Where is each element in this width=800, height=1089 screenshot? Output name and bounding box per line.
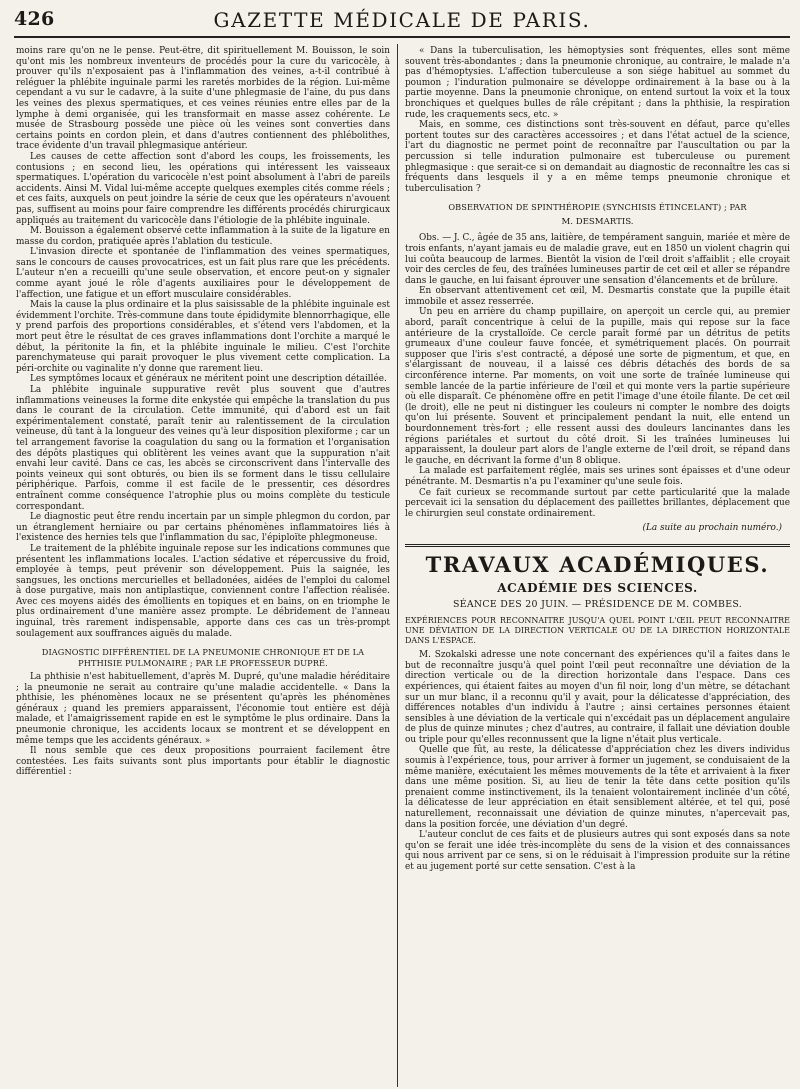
paragraph: Les symptômes locaux et généraux ne méritent point une description détaillée. [30,374,387,385]
paragraph: La phthisie n'est habituellement, d'après M. Dupré, qu'une maladie héréditaire ; la pneumonie ne serait au contraire qu'une maladie accidentelle. « Dans la phthisie, les phénomènes locaux ne se présentent qu'après les phénomènes généraux ; quand les premiers apparaissent, l'économie tout entière est déjà malade, et l'amaigrissement rapide en est le symptôme le plus ordinaire. Dans la pneumonie chronique, les accidents locaux se montrent et se développent en même temps que les accidents généraux. » [16,672,390,746]
article-heading-pneumonie: DIAGNOSTIC DIFFÉRENTIEL DE LA PNEUMONIE CHRONIQUE ET DE LA PHTHISIE PULMONAIRE ; PAR LE PROFESSEUR DUPRÉ. [41,647,365,668]
paragraph: Le diagnostic peut être rendu incertain par un simple phlegmon du cordon, par un étranglement herniaire ou par certains phénomènes inflammatoires liés à l'existence des hernies tels que l'inflammation du sac, l'épiploïte phlegmoneuse. [16,512,390,544]
sitting-line: SÉANCE DES 20 JUIN. — PRÉSIDENCE DE M. COMBES. [452,598,743,610]
paragraph: La phlébite inguinale suppurative revêt plus souvent que d'autres inflammations veineuses la forme dite enkystée qui empêche la translation du pus dans le courant de la circulation. Cette immunité, qui d'abord est un fait expérimentalement constaté, paraît tenir au ralentissement de la circulation veineuse, dû tant à la longueur des veines qu'à leur disposition plexiforme ; car un tel arrangement favorise la coagulation du sang ou la formation et l'organisation des dépôts plastiques qui oblitèrent les veines avant que la suppuration n'ait envahi leur cavité. Dans ce cas, les abcès se circonscrivent dans l'intervalle des points veineux qui sont obturés, ou bien ils se forment dans le tissu cellulaire périphérique. Parfois, comme il est facile de le pressentir, ces désordres entraînent comme conséquence l'atrophie plus ou moins complète du testicule correspondant. [16,385,390,512]
item-title: EXPÉRIENCES POUR RECONNAITRE JUSQU'A QUEL POINT L'ŒIL PEUT RECONNAITRE UNE DÉVIATION DE LA DIRECTION VERTICALE OU DE LA DIRECTION HORIZONTALE DANS L'ESPACE. [405,616,790,646]
subsection-title: ACADÉMIE DES SCIENCES. [497,580,698,595]
paragraph: La malade est parfaitement réglée, mais ses urines sont épaisses et d'une odeur pénétrante. M. Desmartis n'a pu l'examiner qu'une seule fois. [405,466,790,487]
journal-title: GAZETTE MÉDICALE DE PARIS. [213,8,591,32]
paragraph: Ce fait curieux se recommande surtout par cette particularité que la malade percevait ici la sensation du déplacement des paillettes brillantes, déplacement que le chirurgien seul constate ordinairement. [405,487,790,519]
section-rule [405,544,790,547]
paragraph: Mais la cause la plus ordinaire et la plus saisissable de la phlébite inguinale est évidemment l'orchite. Très-commune dans toute épididymite blennorrhagique, elle y prend parfois des proportions considérables, et s'étend vers l'abdomen, et la mort peut être le résultat de ces graves inflammations dont l'orchite a marqué le début, la péritonite la fin, et la phlébite inguinale le milieu. C'est l'orchite parenchymateuse qui parait provoquer le plus vivement cette complication. La péri-orchite ou vaginalite n'y donne que rarement lieu. [16,300,390,374]
paragraph: Il nous semble que ces deux propositions pourraient facilement être contestées. Les faits suivants sont plus importants pour établir le diagnostic différentiel : [16,746,390,778]
left-column [16,46,390,1085]
paragraph: M. Bouisson a également observé cette inflammation à la suite de la ligature en masse du cordon, pratiquée après l'ablation du testicule. [16,226,390,247]
paragraph: moins rare qu'on ne le pense. Peut-être, dit spirituellement M. Bouisson, le soin qu'ont mis les nombreux inventeurs de procédés pour la cure du varicocèle, à prouver qu'ils n'exposaient pas à l'inflammation des veines, a-t-il contribué à reléguer la phlébite inguinale parmi les raretés morbides de la région. Lui-même cependant a vu sur le cadavre, à la suite d'une phlegmasie de l'aine, du pus dans les veines des plexus spermatiques, et ces veines réunies entre elles par de la lymphe à demi organisée, qui les transformait en masse assez cohérente. Le musée de Strasbourg possède une pièce où les veines sont converties dans certains points en cordon plein, et dans d'autres contiennent des phlébolithes, trace évidente d'un travail phlegmasique antérieur. [16,46,390,152]
paragraph: « Dans la tuberculisation, les hémoptysies sont fréquentes, elles sont même souvent très-abondantes ; dans la pneumonie chronique, au contraire, le malade n'a pas d'hémoptysies. L'affection tuberculeuse a son siége habituel au sommet du poumon ; l'induration pulmonaire se développe ordinairement à la base ou à la partie moyenne. Dans la pneumonie chronique, on entend surtout la voix et la toux bronchiques et quelques bulles de râle crépitant ; dans la phthisie, la respiration rude, les craquements secs, etc. » [405,46,790,120]
paragraph: Le traitement de la phlébite inguinale repose sur les indications communes que présentent les inflammations locales. L'action sédative et répercussive du froid, employée à temps, peut prévenir son développement. Puis la saignée, les sangsues, les onctions mercurielles et belladonées, aidées de l'emploi du calomel à dose purgative, mais non antiplastique, conviennent contre l'affection réalisée. Avec ces moyens aidés des émollients en topiques et en bains, on en triomphe le plus ordinairement d'une manière assez prompte. Le débridement de l'anneau inguinal, très rarement indispensable, apporte dans ces cas un très-prompt soulagement aux souffrances aiguës du malade. [16,543,390,639]
paragraph: L'invasion directe et spontanée de l'inflammation des veines spermatiques, sans le concours de causes provocatrices, est un fait plus rare que les précédents. L'auteur n'en a recueilli qu'une seule observation, et encore peut-on y signaler comme ayant joué le rôle d'agents auxiliaires pour le développement de l'affection, une fatigue et un effort musculaire considérables. [16,247,390,300]
paragraph: En observant attentivement cet œil, M. Desmartis constate que la pupille était immobile et assez resserrée. [405,286,790,307]
paragraph: Les causes de cette affection sont d'abord les coups, les froissements, les contusions ; en second lieu, les opérations qui intéressent les vaisseaux spermatiques. L'opération du varicocèle n'est point absolument à l'abri de pareils accidents. Ainsi M. Vidal lui-même accepte quelques exemples cités comme réels ; et ces faits, auxquels on peut joindre la série de ceux que les opérateurs n'avouent pas, suffisent au moins pour faire comprendre les différents procédés chirurgicaux appliqués au traitement du varicocèle dans l'étiologie de la phlébite inguinale. [16,151,390,226]
article-author: M. DESMARTIS. [561,216,634,227]
to-be-continued: (La suite au prochain numéro.) [642,523,782,534]
paragraph: Quelle que fût, au reste, la délicatesse d'appréciation chez les divers individus soumis à l'expérience, tous, pour arriver à former un jugement, se conduisaient de la même manière, exécutaient les mêmes mouvements de la tête et arrivaient à la fixer dans une même position. Si, au lieu de tenir la tête dans cette position qu'ils prenaient comme instinctivement, ils la tenaient volontairement inclinée d'un côté, la délicatesse de leur appréciation en était sensiblement altérée, et tel qui, posé naturellement, reconnaissait une déviation de quinze minutes, n'apercevait pas, dans la position forcée, une déviation d'un degré. [405,745,790,830]
section-title: TRAVAUX ACADÉMIQUES. [425,551,770,577]
page-number: 426 [14,8,55,30]
article-heading-spintheropie: OBSERVATION DE SPINTHÉROPIE (SYNCHISIS ÉTINCELANT) ; PAR [448,202,747,213]
paragraph: M. Szokalski adresse une note concernant des expériences qu'il a faites dans le but de reconnaître jusqu'à quel point l'œil peut reconnaître une déviation de la direction verticale ou de la direction horizontale dans l'espace. Dans ces expériences, qui étaient faites au moyen d'un fil noir, long d'un mètre, se détachant sur un mur blanc, il a reconnu qu'il y avait, pour la délicatesse d'appréciation, des différences notables d'un individu à l'autre ; ainsi certaines personnes étaient sensibles à une déviation de la verticale qui n'excédait pas un déplacement angulaire de plus de quinze minutes ; chez d'autres, au contraire, il fallait une déviation double ou triple pour qu'elles reconnussent que la ligne n'était plus verticale. [405,650,790,745]
page-header [14,6,790,38]
column-divider [397,44,398,1087]
paragraph: Un peu en arrière du champ pupillaire, on aperçoit un cercle qui, au premier abord, paraît concentrique à celui de la pupille, mais qui repose sur la face antérieure de la crystalloïde. Ce cercle paraît formé par un détritus de petits grumeaux d'une couleur fauve foncée, et symétriquement placés. On pourrait supposer que l'iris s'est contracté, a déposé une sorte de pigmentum, et que, en s'élargissant de nouveau, il a laissé ces débris détachés des bords de sa circonférence interne. Par moments, on voit une sorte de traînée lumineuse qui semble lancée de la partie inférieure de l'œil et qui monte vers la partie supérieure où elle disparaît. Ce phénomène offre en petit l'image d'une étoile filante. De cet œil (le droit), elle ne peut ni distinguer les couleurs ni compter le nombre des doigts qu'on lui présente. Souvent et principalement pendant la nuit, elle entend un bourdonnement très-fort ; elle ressent aussi des douleurs lancinantes dans les régions pariétales et surtout du côté droit. Si les traînées lumineuses lui apparaissent, la douleur part alors de l'angle externe de l'œil droit, se répand dans le gauche, en décrivant la forme d'un 8 oblique. [405,307,790,466]
paragraph: L'auteur conclut de ces faits et de plusieurs autres qui sont exposés dans sa note qu'on se ferait une idée très-incomplète du sens de la vision et des connaissances qui nous arrivent par ce sens, si on le réduisait à l'impression produite sur la rétine et au jugement porté sur cette sensation. C'est à la [405,830,790,872]
right-column [405,46,790,1085]
paragraph: Obs. — J. C., âgée de 35 ans, laitière, de tempérament sanguin, mariée et mère de trois enfants, n'ayant jamais eu de maladie grave, eut en 1850 un violent chagrin qui lui coûta beaucoup de larmes. Bientôt la vision de l'œil droit s'affaiblit ; elle croyait voir des cercles de feu, des traînées lumineuses partir de cet œil et aller se répandre dans le gauche, en lui faisant éprouver une sensation d'élancements et de brûlure. [405,233,790,286]
paragraph: Mais, en somme, ces distinctions sont très-souvent en défaut, parce qu'elles portent toutes sur des caractères accessoires ; et dans l'état actuel de la science, l'art du diagnostic ne permet point de reconnaître par l'auscultation ou par la percussion si telle induration pulmonaire est tuberculeuse ou purement phlegmasique : que serait-ce si on demandait au diagnostic de reconnaître les cas si fréquents dans lesquels il y a en même temps pneumonie chronique et tuberculisation ? [405,120,790,194]
